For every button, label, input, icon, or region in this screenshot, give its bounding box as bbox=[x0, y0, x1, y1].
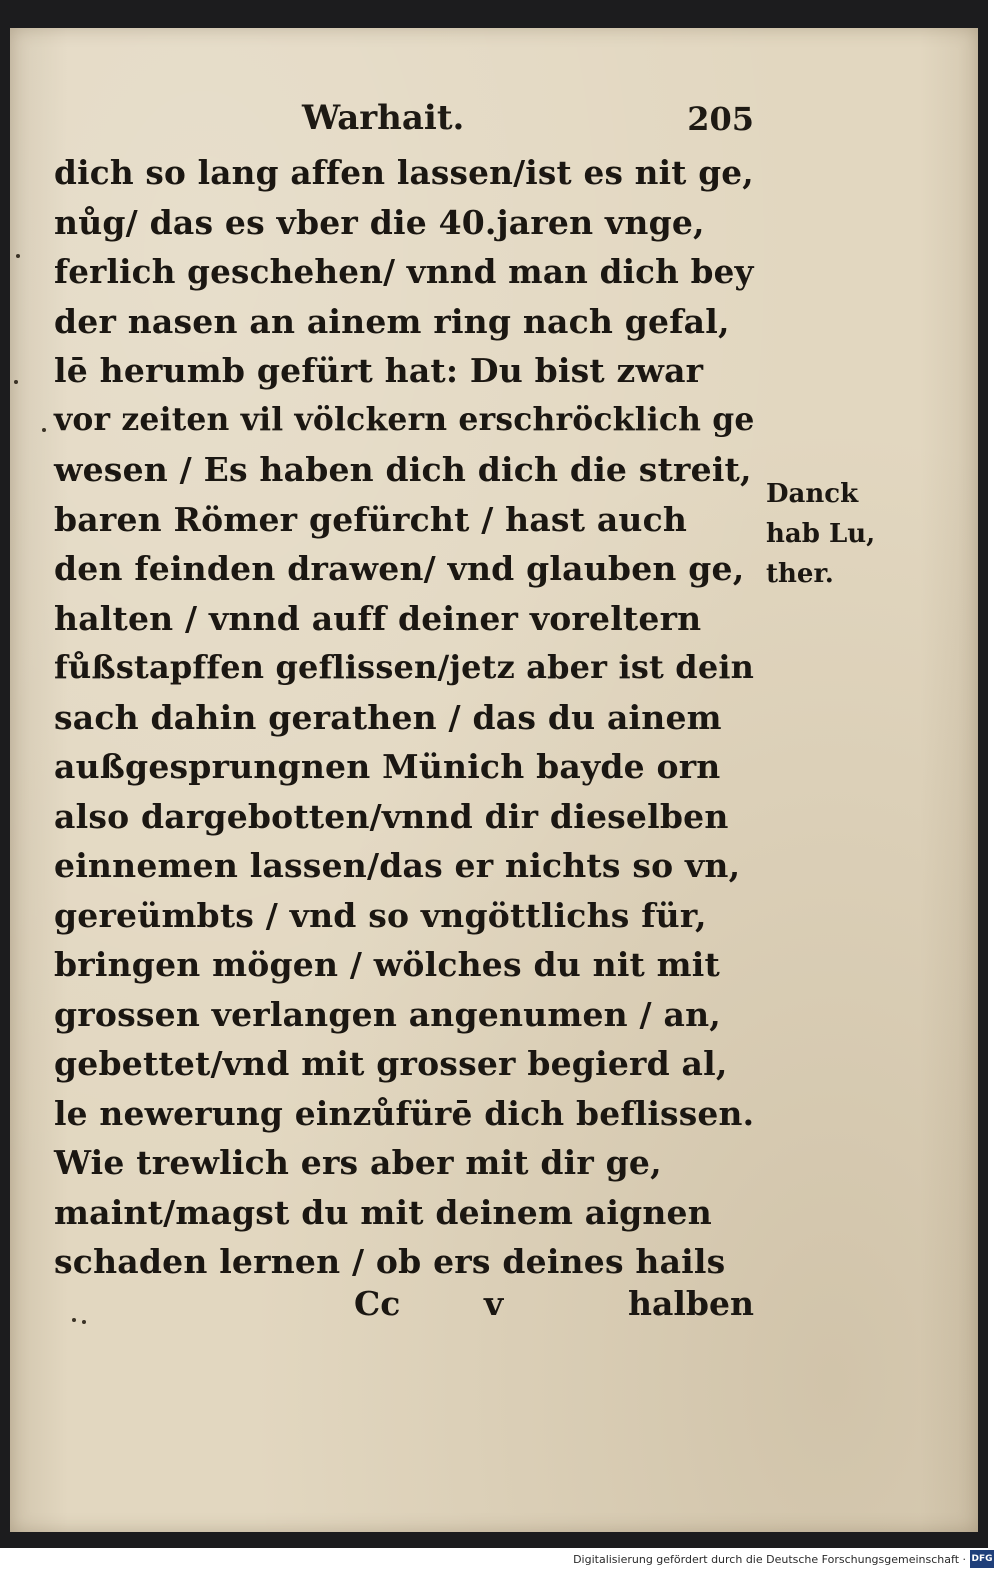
marginal-note-line: hab Lu, bbox=[766, 519, 876, 549]
text-line: lē herumb gefürt hat: Du bist zwar bbox=[54, 351, 704, 390]
text-line: nůg/ das es vber die 40.jaren vnge, bbox=[54, 202, 705, 242]
text-line: ferlich geschehen/ vnnd man dich bey bbox=[54, 252, 754, 291]
digitization-credit: Digitalisierung gefördert durch die Deutsche Forschungsgemeinschaft · bbox=[573, 1553, 966, 1566]
running-title: Warhait. bbox=[302, 98, 465, 138]
text-line: baren Römer gefürcht / hast auch bbox=[54, 499, 688, 539]
text-line: also dargebotten/vnnd dir dieselben bbox=[54, 796, 729, 836]
ink-speck bbox=[16, 254, 20, 258]
text-line: den feinden drawen/ vnd glauben ge, bbox=[54, 549, 745, 588]
text-line: fůßstapffen geflissen/jetz aber ist dein bbox=[54, 648, 755, 686]
text-line: außgesprungnen Münich bayde orn bbox=[54, 747, 721, 786]
dfg-logo: DFG bbox=[970, 1550, 994, 1568]
marginal-note bbox=[766, 474, 916, 594]
catchword: halben bbox=[628, 1284, 754, 1323]
text-line: halten / vnnd auff deiner voreltern bbox=[54, 598, 702, 638]
marginal-note-line: Danck bbox=[766, 479, 859, 509]
signature-mark: Cc bbox=[354, 1284, 401, 1323]
text-line: gebettet/vnd mit grosser begierd al, bbox=[54, 1044, 728, 1083]
ink-speck bbox=[14, 380, 18, 384]
ink-speck bbox=[42, 428, 46, 432]
text-line: bringen mögen / wölches du nit mit bbox=[54, 945, 720, 984]
text-line: wesen / Es haben dich dich die streit, bbox=[54, 450, 752, 489]
text-line: der nasen an ainem ring nach gefal, bbox=[54, 301, 730, 341]
body-text bbox=[54, 148, 754, 1287]
signature-number: v bbox=[484, 1284, 504, 1323]
text-line: vor zeiten vil völckern erschröcklich ge bbox=[54, 401, 755, 438]
text-line: einnemen lassen/das er nichts so vn, bbox=[54, 846, 741, 885]
text-line: schaden lernen / ob ers deines hails bbox=[54, 1242, 726, 1281]
text-line: maint/magst du mit deinem aignen bbox=[54, 1192, 712, 1232]
catch-line bbox=[54, 1284, 754, 1332]
marginal-note-line: ther. bbox=[766, 559, 834, 589]
text-line: gereümbts / vnd so vngöttlichs für, bbox=[54, 895, 707, 935]
text-line: dich so lang affen lassen/ist es nit ge, bbox=[54, 153, 754, 192]
text-line: Wie trewlich ers aber mit dir ge, bbox=[54, 1143, 662, 1182]
text-line: sach dahin gerathen / das du ainem bbox=[54, 697, 722, 737]
text-line: grossen verlangen angenumen / an, bbox=[54, 994, 721, 1034]
page-number: 205 bbox=[687, 100, 754, 138]
text-line: le newerung einzůfürē dich beflissen. bbox=[54, 1093, 755, 1133]
running-header bbox=[54, 98, 754, 142]
